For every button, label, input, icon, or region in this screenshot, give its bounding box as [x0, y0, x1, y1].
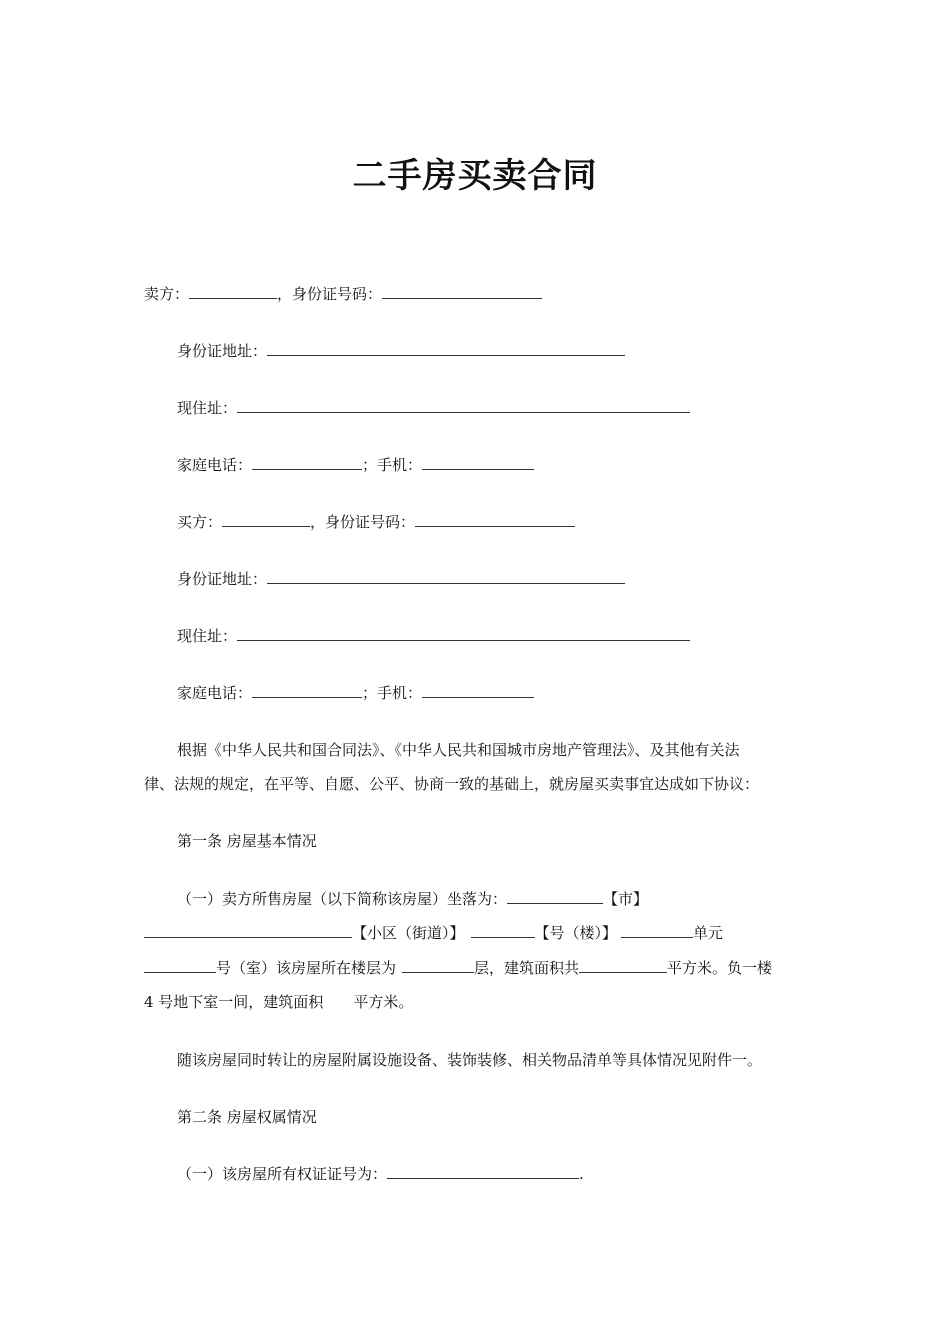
seller-id-blank[interactable] — [382, 284, 542, 299]
preamble-line-1: 根据《中华人民共和国合同法》、《中华人民共和国城市房地产管理法》、及其他有关法 — [177, 741, 740, 759]
article1-basement-line — [144, 992, 413, 1012]
buyer-id-blank[interactable] — [415, 512, 575, 527]
buyer-home-phone-label: 家庭电话： — [177, 684, 253, 702]
area-label: 平方米。负一楼 — [667, 959, 773, 977]
room-blank[interactable] — [144, 958, 216, 973]
article1-location-line-1 — [177, 889, 648, 909]
seller-phone-line — [177, 455, 534, 475]
unit-label: 单元 — [693, 924, 724, 942]
seller-name-blank[interactable] — [189, 284, 277, 299]
seller-id-address-blank[interactable] — [267, 341, 625, 356]
buyer-current-address-blank[interactable] — [237, 626, 690, 641]
buyer-current-address-label: 现住址： — [177, 627, 238, 645]
buyer-phone-line — [177, 683, 534, 703]
floor-label: 层，建筑面积共 — [474, 959, 580, 977]
buyer-current-address-line — [177, 626, 690, 646]
certificate-end: . — [579, 1165, 584, 1183]
seller-label: 卖方： — [144, 285, 190, 303]
basement-area-label: 平方米。 — [353, 993, 414, 1011]
unit-blank[interactable] — [621, 923, 693, 938]
buyer-mobile-label: ；手机： — [362, 684, 423, 702]
seller-home-phone-label: 家庭电话： — [177, 456, 253, 474]
buyer-home-phone-blank[interactable] — [252, 683, 362, 698]
article2-certificate-line — [177, 1164, 584, 1184]
city-label: 【市】 — [603, 890, 649, 908]
buyer-id-address-line — [177, 569, 625, 589]
seller-id-label: ，身份证号码： — [277, 285, 383, 303]
buyer-name-blank[interactable] — [222, 512, 310, 527]
buyer-mobile-blank[interactable] — [422, 683, 534, 698]
buyer-id-label: ，身份证号码： — [310, 513, 416, 531]
district-blank[interactable] — [144, 923, 352, 938]
basement-label: 4 号地下室一间，建筑面积 — [144, 993, 324, 1011]
room-label: 号（室）该房屋所在楼层为 — [216, 959, 397, 977]
certificate-label: （一）该房屋所有权证证号为： — [177, 1165, 388, 1183]
seller-home-phone-blank[interactable] — [252, 455, 362, 470]
preamble-line-2: 律、法规的规定，在平等、自愿、公平、协商一致的基础上，就房屋买卖事宜达成如下协议： — [144, 775, 760, 793]
buyer-label: 买方： — [177, 513, 223, 531]
district-label: 【小区（街道）】 — [352, 924, 465, 942]
buyer-id-address-blank[interactable] — [267, 569, 625, 584]
seller-mobile-blank[interactable] — [422, 455, 534, 470]
article1-attachments-paragraph: 随该房屋同时转让的房屋附属设施设备、装饰装修、相关物品清单等具体情况见附件一。 — [177, 1051, 763, 1069]
seller-id-address-label: 身份证地址： — [177, 342, 268, 360]
building-number-label: 【号（楼）】 — [534, 924, 618, 942]
seller-mobile-label: ；手机： — [362, 456, 423, 474]
seller-name-line — [144, 284, 542, 304]
article1-location-line-3 — [144, 958, 772, 978]
document-title: 二手房买卖合同 — [352, 156, 598, 196]
buyer-name-line — [177, 512, 575, 532]
seller-id-address-line — [177, 341, 625, 361]
article2-heading: 第二条 房屋权属情况 — [177, 1108, 317, 1126]
building-number-blank[interactable] — [471, 923, 535, 938]
article1-location-line-2 — [144, 923, 723, 943]
city-blank[interactable] — [507, 889, 603, 904]
seller-current-address-blank[interactable] — [237, 398, 690, 413]
floor-blank[interactable] — [402, 958, 474, 973]
certificate-blank[interactable] — [387, 1164, 579, 1179]
area-blank[interactable] — [579, 958, 667, 973]
seller-current-address-label: 现住址： — [177, 399, 238, 417]
buyer-id-address-label: 身份证地址： — [177, 570, 268, 588]
article1-location-label: （一）卖方所售房屋（以下简称该房屋）坐落为： — [177, 890, 508, 908]
article1-heading: 第一条 房屋基本情况 — [177, 832, 317, 850]
seller-current-address-line — [177, 398, 690, 418]
